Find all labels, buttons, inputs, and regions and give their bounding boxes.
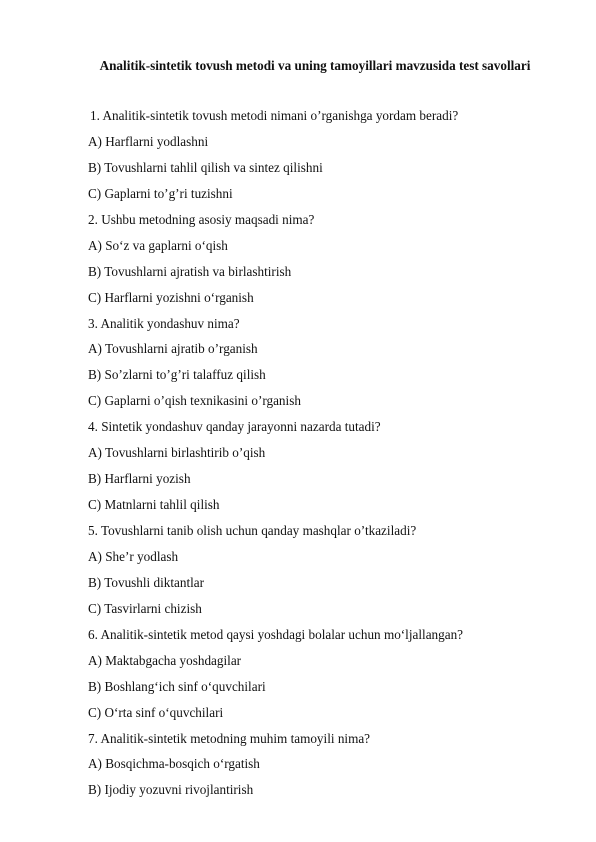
- answer-3c: C) Gaplarni o’qish texnikasini o’rganish: [88, 393, 301, 409]
- answer-4b: B) Harflarni yozish: [88, 471, 191, 487]
- question-list: [88, 108, 568, 808]
- answer-5c: C) Tasvirlarni chizish: [88, 600, 202, 616]
- answer-7a: A) Bosqichma-bosqich o‘rgatish: [88, 756, 260, 772]
- answer-2c: C) Harflarni yozishni o‘rganish: [88, 289, 254, 305]
- answer-6c: C) O‘rta sinf o‘quvchilari: [88, 704, 224, 720]
- question-6: 6. Analitik-sintetik metod qaysi yoshdagi bolalar uchun mo‘ljallangan?: [88, 626, 464, 642]
- answer-4c: C) Matnlarni tahlil qilish: [88, 497, 220, 513]
- question-1: 1. Analitik-sintetik tovush metodi nimani o’rganishga yordam beradi?: [90, 108, 459, 123]
- answer-1a: A) Harflarni yodlashni: [88, 133, 209, 149]
- answer-1b: B) Tovushlarni tahlil qilish va sintez qilishni: [88, 159, 323, 175]
- question-2: 2. Ushbu metodning asosiy maqsadi nima?: [88, 211, 315, 227]
- answer-3b: B) So’zlarni to’g’ri talaffuz qilish: [88, 367, 266, 383]
- document-title: Analitik-sintetik tovush metodi va uning tamoyillari mavzusida test savollari: [99, 58, 531, 73]
- answer-6a: A) Maktabgacha yoshdagilar: [88, 652, 242, 668]
- answer-4a: A) Tovushlarni birlashtirib o’qish: [88, 445, 266, 461]
- answer-6b: B) Boshlang‘ich sinf o‘quvchilari: [88, 678, 266, 694]
- answer-5a: A) She’r yodlash: [88, 548, 179, 564]
- question-7: 7. Analitik-sintetik metodning muhim tamoyili nima?: [88, 730, 371, 746]
- answer-1c: C) Gaplarni to’g’ri tuzishni: [88, 185, 233, 201]
- answer-2a: A) So‘z va gaplarni o‘qish: [88, 237, 228, 253]
- question-3: 3. Analitik yondashuv nima?: [88, 315, 240, 331]
- answer-7b: B) Ijodiy yozuvni rivojlantirish: [88, 782, 254, 798]
- answer-2b: B) Tovushlarni ajratish va birlashtirish: [88, 263, 292, 279]
- question-5: 5. Tovushlarni tanib olish uchun qanday mashqlar o’tkaziladi?: [88, 523, 417, 538]
- answer-5b: B) Tovushli diktantlar: [88, 574, 205, 590]
- question-4: 4. Sintetik yondashuv qanday jarayonni nazarda tutadi?: [88, 419, 381, 435]
- answer-3a: A) Tovushlarni ajratib o’rganish: [88, 341, 258, 357]
